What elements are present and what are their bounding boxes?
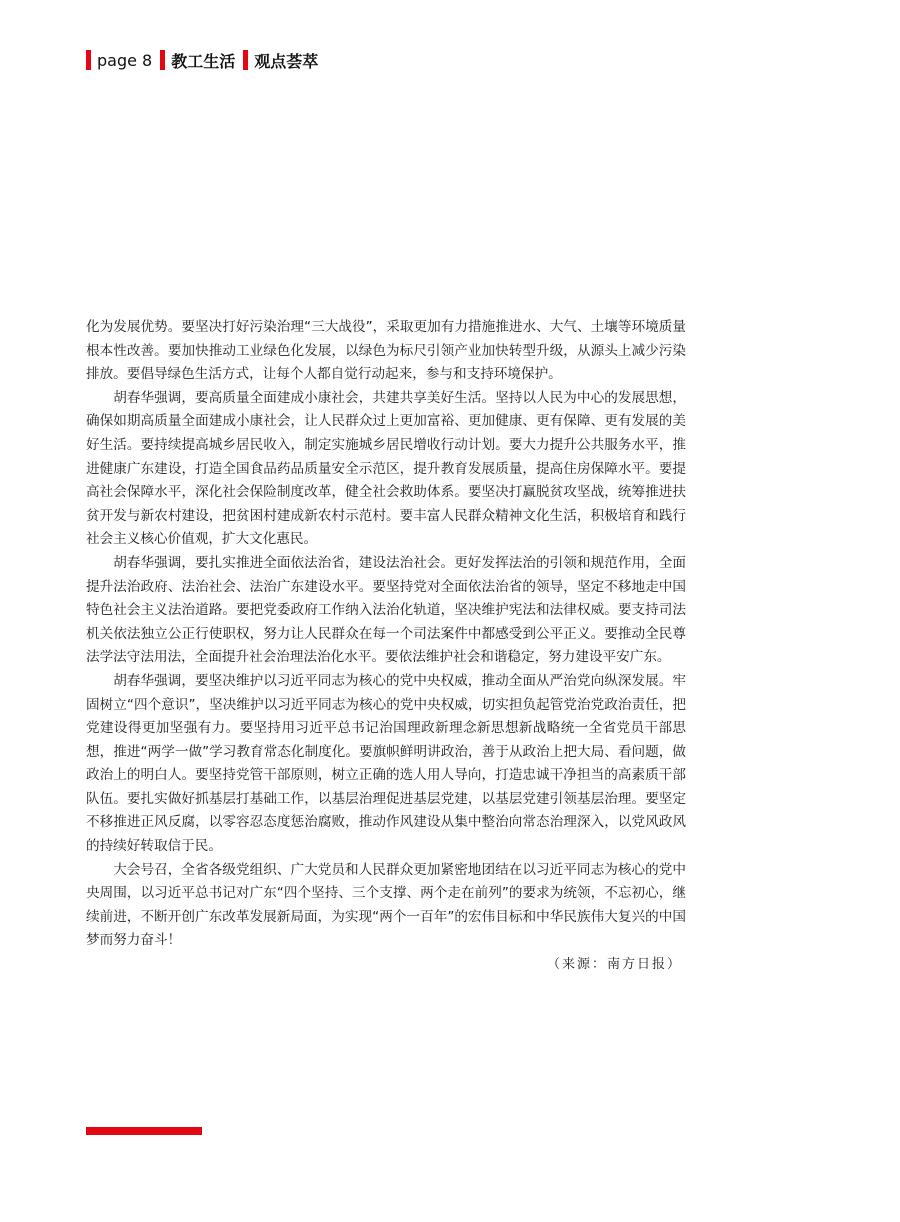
header-accent-bar	[86, 50, 91, 70]
page-number: page 8	[97, 50, 153, 70]
article-paragraph: 胡春华强调，要扎实推进全面依法治省，建设法治社会。更好发挥法治的引领和规范作用，全面提升法治政府、法治社会、法治广东建设水平。要坚持党对全面依法治省的领导，坚定不移地走中国特色社会主义法治道路。要把党委政府工作纳入法治化轨道，坚决维护宪法和法律权威。要支持司法机关依法独立公正行使职权，努力让人民群众在每一个司法案件中都感受到公平正义。要推动全民尊法学法守法用法，全面提升社会治理法治化水平。要依法维护社会和谐稳定，努力建设平安广东。	[86, 554, 686, 666]
page-number-segment	[86, 50, 152, 70]
header-accent-bar	[243, 50, 248, 70]
article-paragraph: 化为发展优势。要坚决打好污染治理“三大战役”，采取更加有力措施推进水、大气、土壤等环境质量根本性改善。要加快推动工业绿色化发展，以绿色为标尺引领产业加快转型升级，从源头上减少污染排放。要倡导绿色生活方式，让每个人都自觉行动起来，参与和支持环境保护。	[86, 319, 686, 383]
column-segment	[243, 49, 318, 72]
article-body	[86, 316, 686, 977]
article-paragraph: 胡春华强调，要高质量全面建成小康社会，共建共享美好生活。坚持以人民为中心的发展思想，确保如期高质量全面建成小康社会，让人民群众过上更加富裕、更加健康、更有保障、更有发展的美好生活。要持续提高城乡居民收入，制定实施城乡居民增收行动计划。要大力提升公共服务水平，推进健康广东建设，打造全国食品药品质量安全示范区，提升教育发展质量，提高住房保障水平。要提高社会保障水平，深化社会保险制度改革，健全社会救助体系。要坚决打赢脱贫攻坚战，统筹推进扶贫开发与新农村建设，把贫困村建成新农村示范村。要丰富人民群众精神文化生活，积极培育和践行社会主义核心价值观，扩大文化惠民。	[86, 389, 686, 548]
section-segment	[160, 49, 235, 72]
footer-accent-bar	[86, 1127, 202, 1135]
column-title: 观点荟萃	[254, 51, 319, 71]
article-source: （来源：南方日报）	[546, 957, 682, 973]
section-title: 教工生活	[171, 51, 236, 71]
page-header	[86, 49, 326, 71]
header-accent-bar	[160, 50, 165, 70]
article-paragraph: 大会号召，全省各级党组织、广大党员和人民群众更加紧密地团结在以习近平同志为核心的党中央周围，以习近平总书记对广东“四个坚持、三个支撑、两个走在前列”的要求为统领，不忘初心，继续前进，不断开创广东改革发展新局面，为实现“两个一百年”的宏伟目标和中华民族伟大复兴的中国梦而努力奋斗！	[86, 861, 686, 949]
article-paragraph: 胡春华强调，要坚决维护以习近平同志为核心的党中央权威，推动全面从严治党向纵深发展。牢固树立“四个意识”，坚决维护以习近平同志为核心的党中央权威，切实担负起管党治党政治责任，把党建设得更加坚强有力。要坚持用习近平总书记治国理政新理念新思想新战略统一全省党员干部思想，推进“两学一做”学习教育常态化制度化。要旗帜鲜明讲政治，善于从政治上把大局、看问题，做政治上的明白人。要坚持党管干部原则，树立正确的选人用人导向，打造忠诚干净担当的高素质干部队伍。要扎实做好抓基层打基础工作，以基层治理促进基层党建，以基层党建引领基层治理。要坚定不移推进正风反腐，以零容忍态度惩治腐败，推动作风建设从集中整治向常态治理深入，以党风政风的持续好转取信于民。	[86, 672, 686, 855]
